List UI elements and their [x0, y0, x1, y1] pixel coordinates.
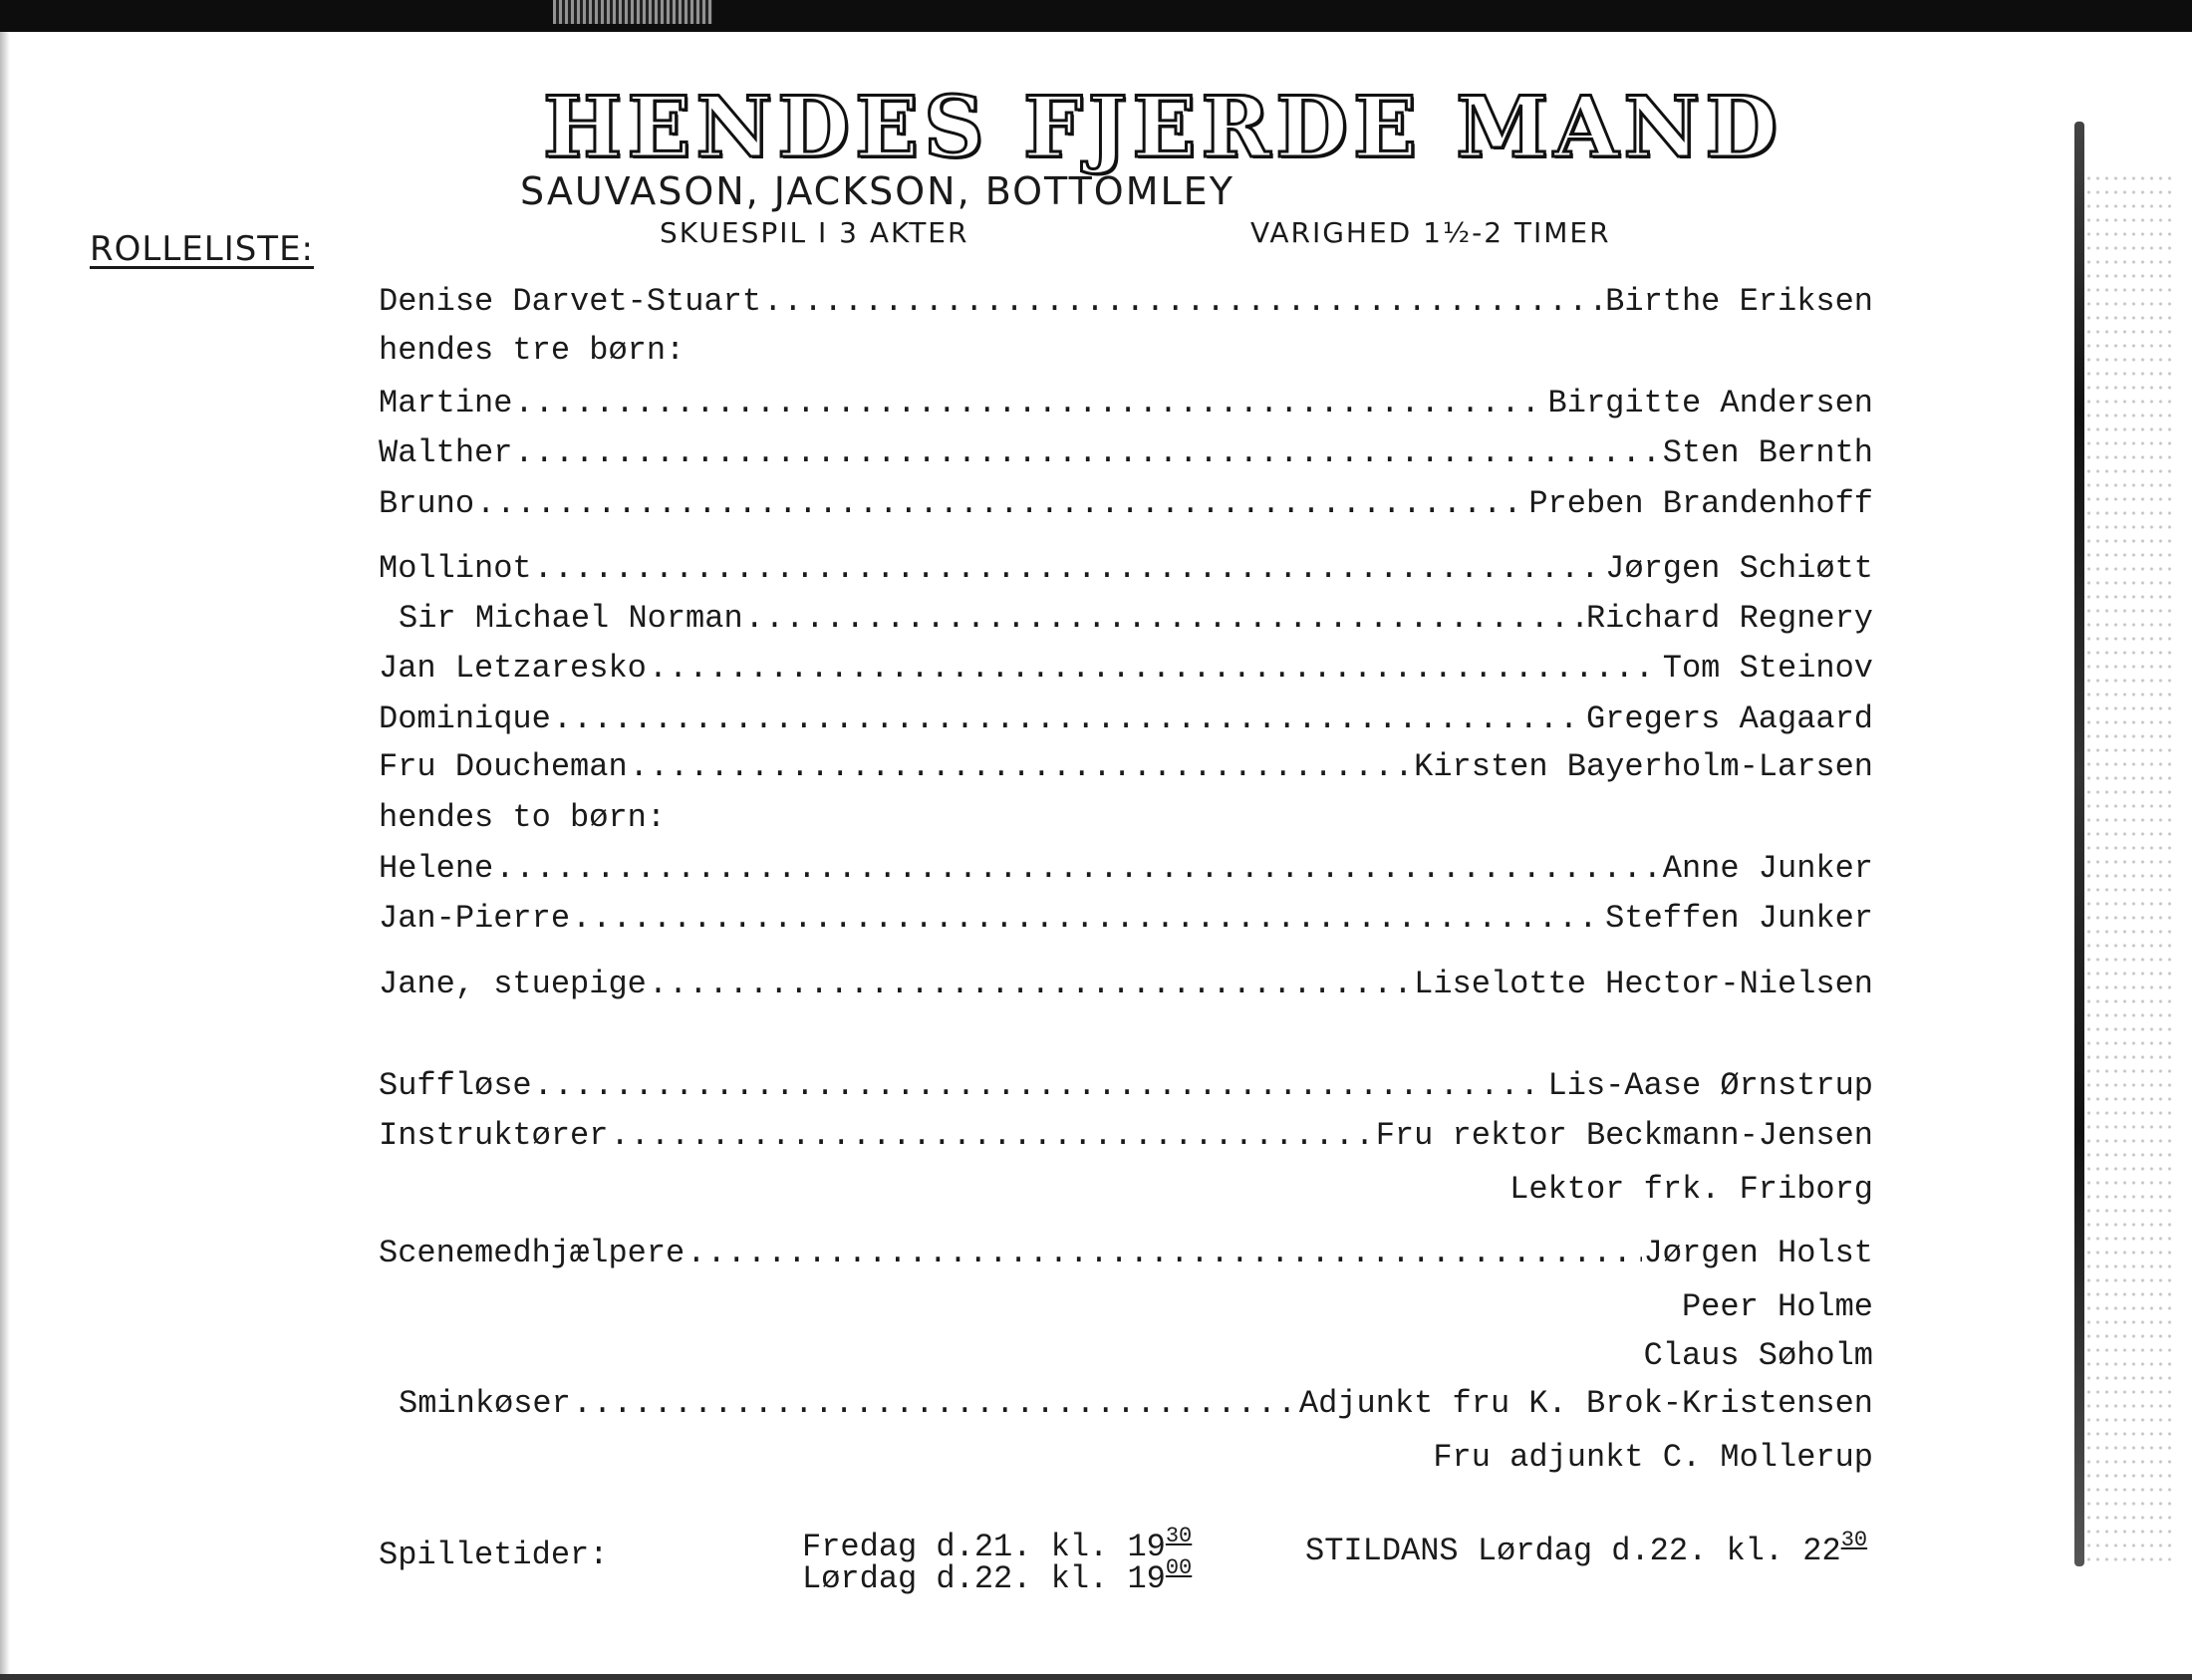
role-name: Jane, stuepige: [379, 966, 647, 1002]
crew-role: Instruktører: [379, 1117, 609, 1154]
scan-edge-bar: [2074, 122, 2084, 1566]
role-name: Denise Darvet-Stuart: [379, 283, 762, 320]
leader-dots: [553, 700, 1584, 739]
actor-name: Steffen Junker: [1605, 900, 1873, 937]
scan-edge-speckle: [2084, 171, 2174, 1566]
role-name: Jan-Pierre: [379, 900, 571, 937]
performance-friday-minutes: 30: [1165, 1524, 1193, 1548]
leader-dots: [534, 1066, 1546, 1106]
leader-dots: [763, 282, 1603, 322]
performance-saturday: [802, 1551, 1192, 1596]
actor-name: Preben Brandenhoff: [1528, 485, 1873, 522]
cast-row: [379, 649, 1873, 689]
cast-row: [379, 484, 1873, 524]
dance-time-text: STILDANS Lørdag d.22. kl. 22: [1305, 1533, 1841, 1569]
actor-name: Liselotte Hector-Nielsen: [1414, 966, 1873, 1002]
actor-name: Kirsten Bayerholm-Larsen: [1414, 748, 1873, 785]
leader-dots: [745, 599, 1584, 639]
crew-name-continued: Fru adjunkt C. Mollerup: [1433, 1439, 1873, 1476]
cast-row: [379, 549, 1873, 589]
cast-row: [379, 965, 1873, 1004]
cast-row: [379, 433, 1873, 473]
cast-row: [379, 700, 1873, 739]
dance-time-minutes: 30: [1840, 1528, 1868, 1552]
cast-row: [399, 599, 1873, 639]
play-subtitle: SKUESPIL I 3 AKTER: [660, 216, 969, 249]
crew-name-continued: Claus Søholm: [1643, 1337, 1873, 1374]
leader-dots: [610, 1116, 1373, 1156]
leader-dots: [630, 747, 1412, 787]
crew-row: [399, 1384, 1873, 1424]
crew-name: Adjunkt fru K. Brok-Kristensen: [1298, 1385, 1873, 1422]
cast-list-heading: ROLLELISTE:: [90, 229, 315, 269]
role-name: Helene: [379, 850, 494, 887]
crew-role: Scenemedhjælpere: [379, 1235, 685, 1271]
crew-name: Lis-Aase Ørnstrup: [1547, 1067, 1873, 1104]
actor-name: Birgitte Andersen: [1547, 385, 1873, 421]
scan-bottom-border: [0, 1674, 2192, 1680]
crew-row: [379, 1066, 1873, 1106]
cast-row: [379, 849, 1873, 889]
cast-group-note: hendes tre børn:: [379, 332, 685, 369]
scan-left-edge: [0, 32, 10, 1680]
actor-name: Sten Bernth: [1662, 434, 1873, 471]
role-name: Dominique: [379, 700, 551, 737]
crew-row: [379, 1234, 1873, 1273]
performance-saturday-text: Lørdag d.22. kl. 19: [802, 1560, 1166, 1597]
leader-dots: [573, 1384, 1297, 1424]
leader-dots: [649, 965, 1412, 1004]
crew-name: Jørgen Holst: [1643, 1235, 1873, 1271]
crew-role: Suffløse: [379, 1067, 532, 1104]
dance-time: [1305, 1524, 1867, 1568]
actor-name: Jørgen Schiøtt: [1605, 550, 1873, 587]
crew-role: Sminkøser: [399, 1385, 571, 1422]
role-name: Bruno: [379, 485, 475, 522]
cast-row: [379, 899, 1873, 939]
leader-dots: [649, 649, 1661, 689]
duration: VARIGHED 1½-2 TIMER: [1250, 216, 1611, 249]
schedule-label: Spilletider:: [379, 1537, 609, 1573]
actor-name: Tom Steinov: [1662, 650, 1873, 687]
play-title: HENDES FJERDE MAND: [543, 78, 1783, 176]
role-name: Jan Letzaresko: [379, 650, 647, 687]
cast-group-note: hendes to børn:: [379, 799, 667, 836]
leader-dots: [534, 549, 1604, 589]
actor-name: Richard Regnery: [1585, 600, 1873, 637]
cast-row: [379, 747, 1873, 787]
crew-name: Fru rektor Beckmann-Jensen: [1375, 1117, 1873, 1154]
authors: SAUVASON, JACKSON, BOTTOMLEY: [520, 169, 1234, 213]
leader-dots: [686, 1234, 1641, 1273]
role-name: Mollinot: [379, 550, 532, 587]
performance-friday-text: Fredag d.21. kl. 19: [802, 1529, 1166, 1565]
crew-name-continued: Lektor frk. Friborg: [1509, 1171, 1873, 1208]
scan-artifact: [553, 0, 712, 24]
leader-dots: [514, 384, 1545, 423]
cast-row: [379, 282, 1873, 322]
crew-row: [379, 1116, 1873, 1156]
role-name: Fru Doucheman: [379, 748, 628, 785]
leader-dots: [514, 433, 1660, 473]
role-name: Sir Michael Norman: [399, 600, 743, 637]
performance-saturday-minutes: 00: [1165, 1555, 1193, 1580]
cast-row: [379, 384, 1873, 423]
actor-name: Birthe Eriksen: [1605, 283, 1873, 320]
leader-dots: [495, 849, 1661, 889]
actor-name: Anne Junker: [1662, 850, 1873, 887]
role-name: Martine: [379, 385, 513, 421]
scan-top-border: [0, 0, 2192, 32]
role-name: Walther: [379, 434, 513, 471]
leader-dots: [476, 484, 1526, 524]
crew-name-continued: Peer Holme: [1681, 1288, 1873, 1325]
scan-right-edge-noise: [2053, 32, 2192, 1680]
leader-dots: [572, 899, 1603, 939]
actor-name: Gregers Aagaard: [1585, 700, 1873, 737]
